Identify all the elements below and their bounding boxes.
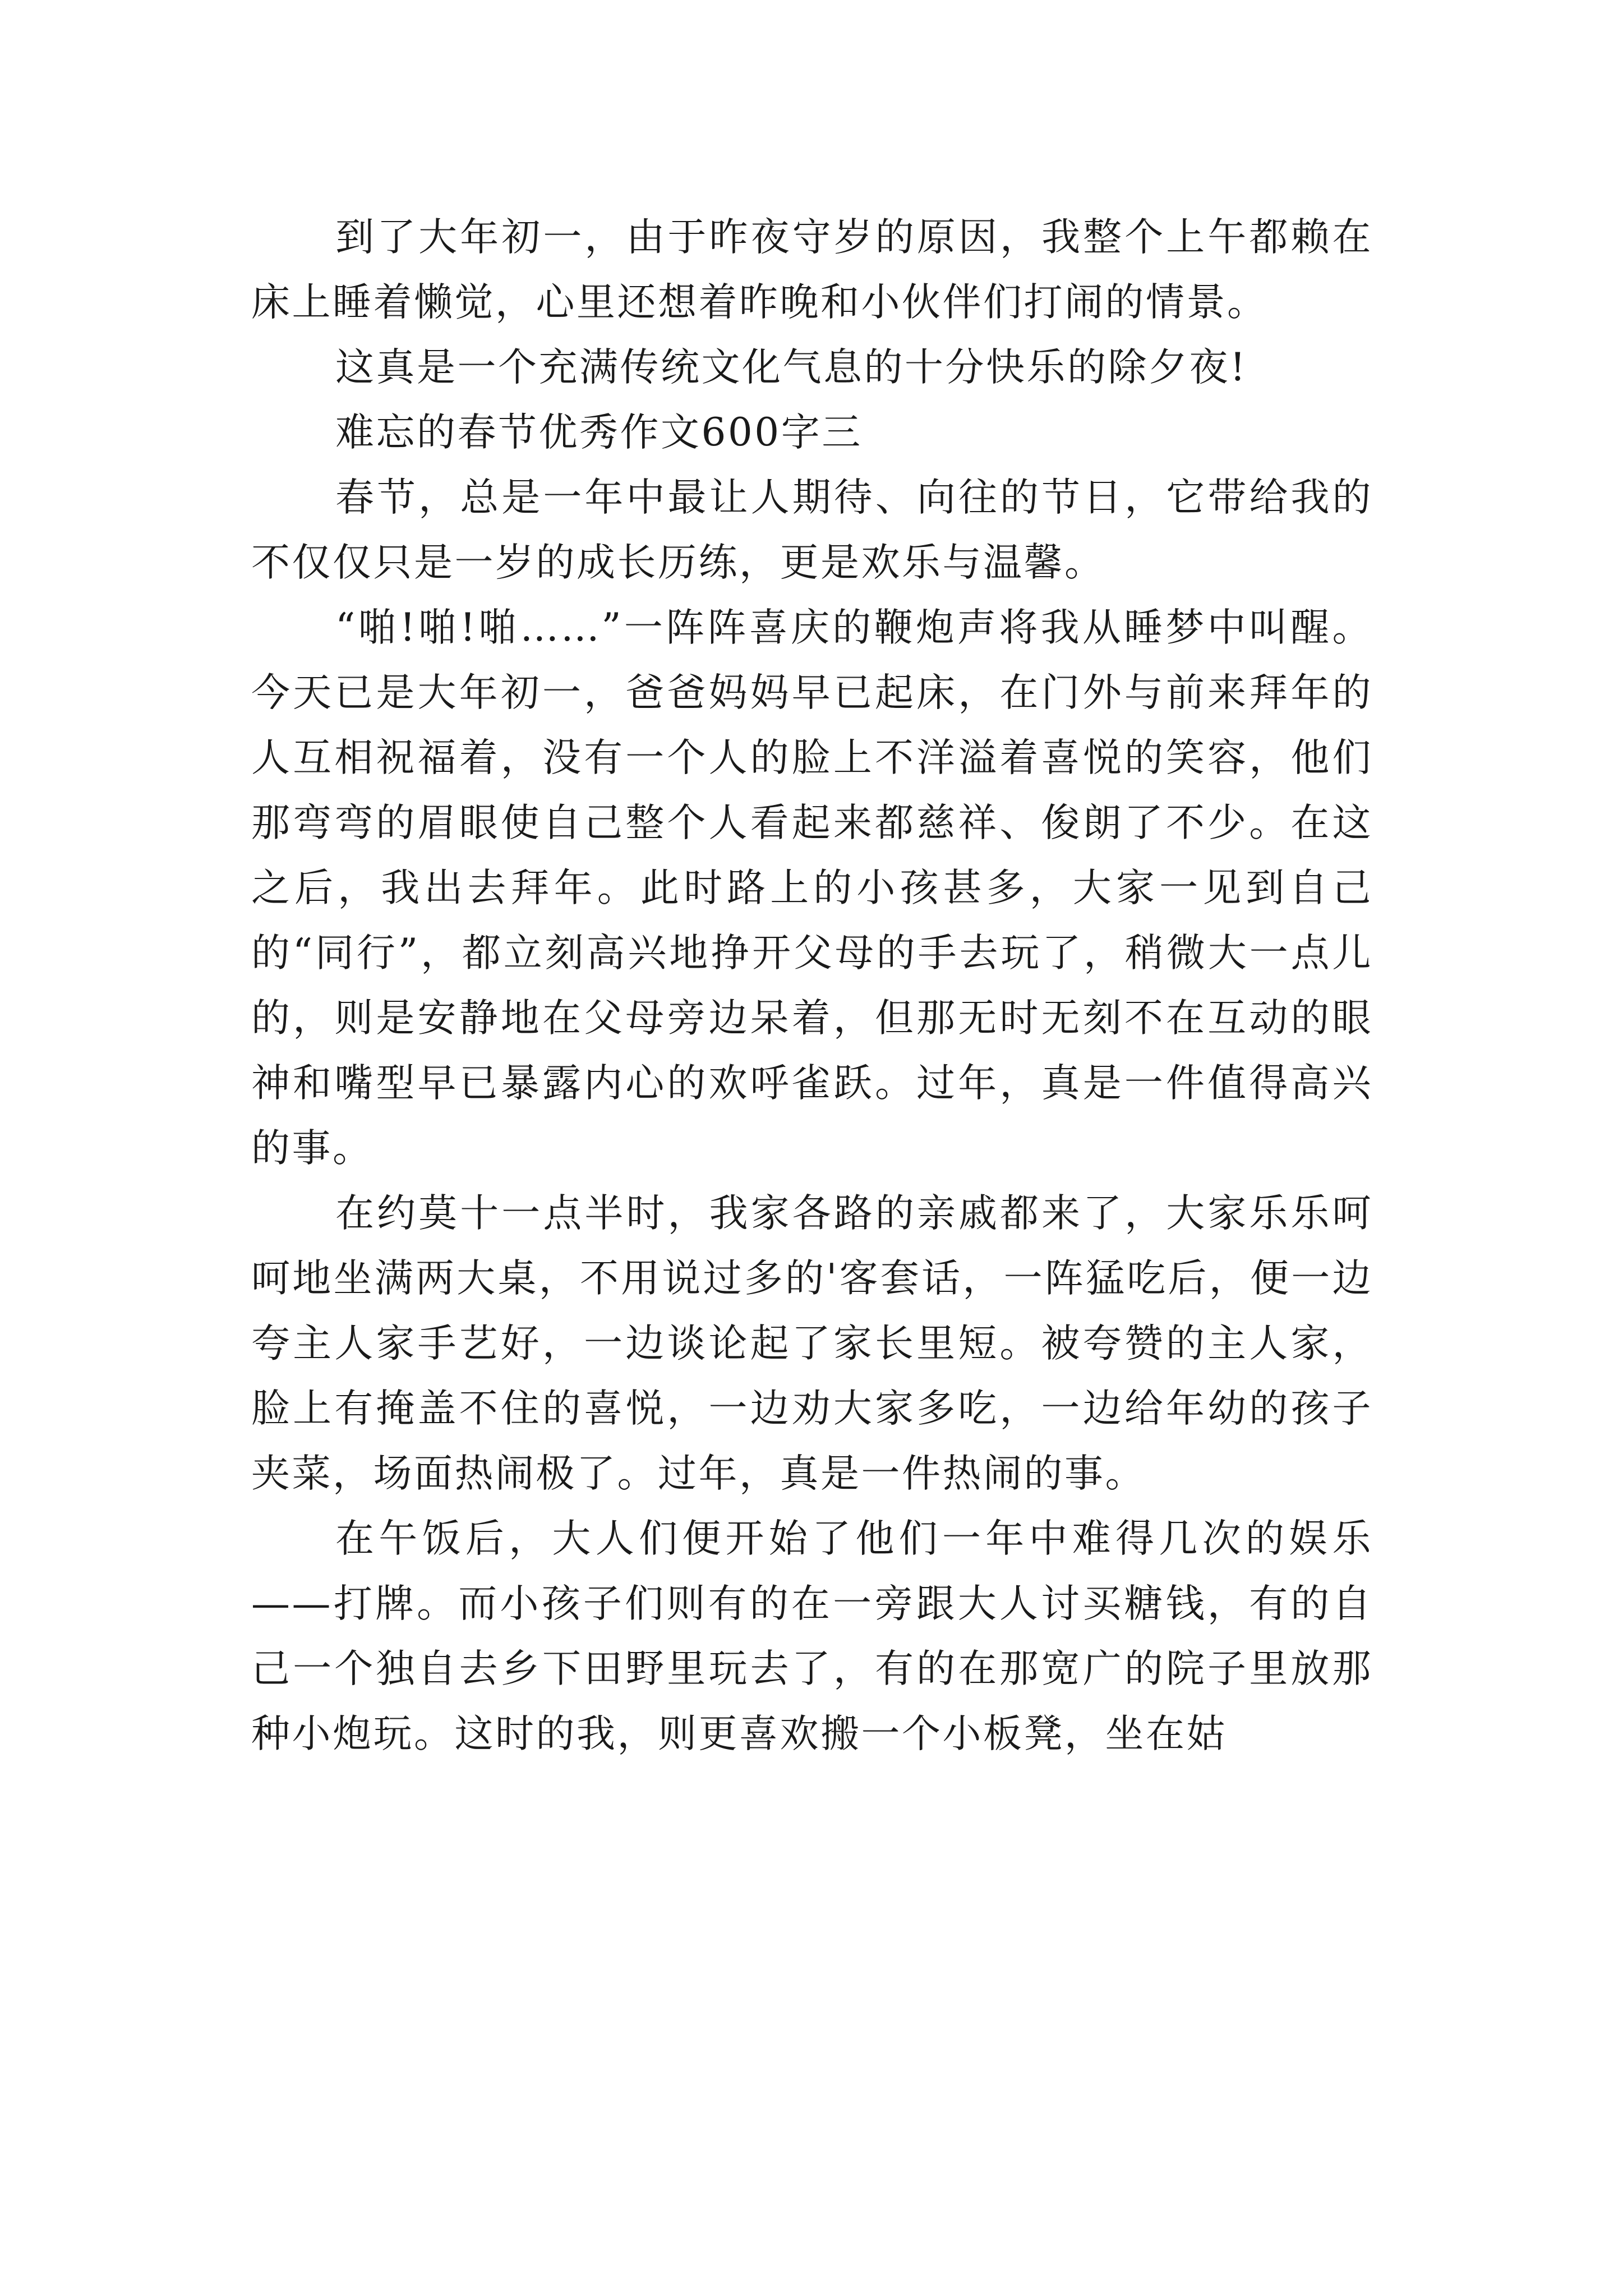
paragraph: 在午饭后，大人们便开始了他们一年中难得几次的娱乐——打牌。而小孩子们则有的在一旁跟大人讨买糖钱，有的自己一个独自去乡下田野里玩去了，有的在那宽广的院子里放那种小炮玩。这时的我，则更喜欢搬一个小板凳，坐在姑 — [251, 1516, 1373, 1756]
essay-title: 难忘的春节优秀作文600字三 — [335, 410, 863, 455]
essay-body — [251, 205, 1373, 1766]
paragraph: 这真是一个充满传统文化气息的十分快乐的除夕夜! — [335, 345, 1248, 390]
paragraph: “啪!啪!啪……”一阵阵喜庆的鞭炮声将我从睡梦中叫醒。今天已是大年初一，爸爸妈妈早已起床，在门外与前来拜年的人互相祝福着，没有一个人的脸上不洋溢着喜悦的笑容，他们那弯弯的眉眼使自己整个人看起来都慈祥、俊朗了不少。在这之后，我出去拜年。此时路上的小孩甚多，大家一见到自己的“同行”，都立刻高兴地挣开父母的手去玩了，稍微大一点儿的，则是安静地在父母旁边呆着，但那无时无刻不在互动的眼神和嘴型早已暴露内心的欢呼雀跃。过年，真是一件值得高兴的事。 — [251, 605, 1373, 1171]
paragraph: 在约莫十一点半时，我家各路的亲戚都来了，大家乐乐呵呵地坐满两大桌，不用说过多的'客套话，一阵猛吃后，便一边夸主人家手艺好，一边谈论起了家长里短。被夸赞的主人家，脸上有掩盖不住的喜悦，一边劝大家多吃，一边给年幼的孩子夹菜，场面热闹极了。过年，真是一件热闹的事。 — [251, 1191, 1373, 1496]
paragraph: 到了大年初一，由于昨夜守岁的原因，我整个上午都赖在床上睡着懒觉，心里还想着昨晚和小伙伴们打闹的情景。 — [251, 215, 1373, 325]
paragraph: 春节，总是一年中最让人期待、向往的节日，它带给我的不仅仅只是一岁的成长历练，更是欢乐与温馨。 — [251, 475, 1373, 585]
